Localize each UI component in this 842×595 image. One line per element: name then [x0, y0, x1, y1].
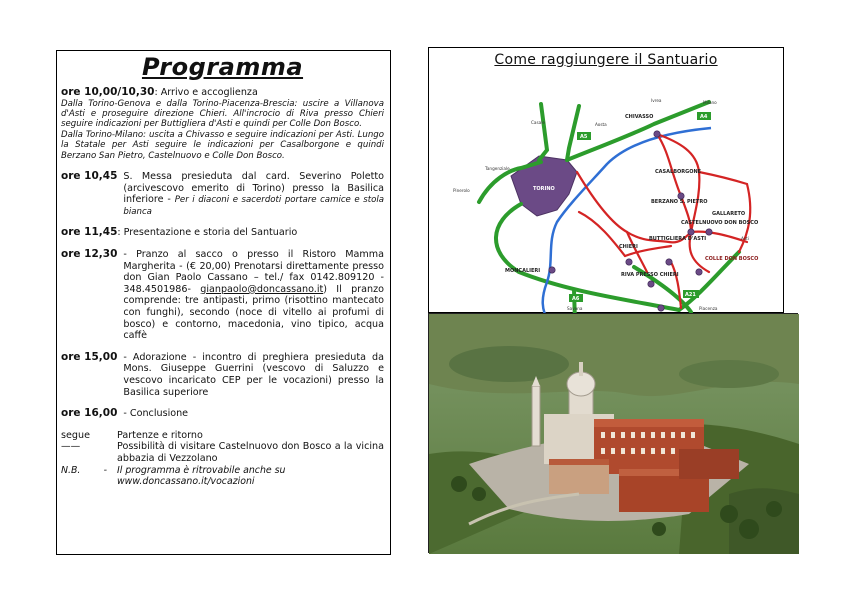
label-moncalieri: MONCALIERI	[505, 268, 541, 274]
label-berzano: BERZANO S. PIETRO	[651, 199, 708, 205]
item-time: ore 11,45	[61, 226, 118, 239]
schedule-item-1045	[61, 171, 384, 217]
segue-block	[61, 430, 384, 488]
label-chivasso: CHIVASSO	[625, 114, 654, 120]
label-buttigliera: BUTTIGLIERA D'ASTI	[649, 236, 707, 242]
label-riva-chieri: RIVA PRESSO CHIERI	[621, 272, 679, 278]
item-text: - Adorazione - incontro di preghiera presieduta da Mons. Giuseppe Guerrini (vescovo di Saluzzo e vescovo incaricato CEP per le vocazioni) presso la Basilica superiore	[123, 351, 384, 398]
segue-dash: ——	[61, 441, 81, 453]
label-ivrea: Ivrea	[651, 98, 662, 103]
label-gallareto: GALLARETO	[712, 211, 746, 217]
arrival-block	[61, 87, 384, 161]
directions-north: Dalla Torino-Milano: uscita a Chivasso e seguire indicazioni per Asti. Lungo la Statale per Asti seguire le indicazioni per Casalborgone e quindi Berzano San Pietro, Castelnuovo e Colle Don Bosco.	[61, 129, 384, 161]
route-map	[429, 72, 785, 312]
road-a6: A6	[572, 296, 580, 302]
nb-text: Il programma è ritrovabile anche su	[117, 464, 286, 476]
item-text-2: ) Il pranzo comprende: tre antipasti, primo (risottino mantecato con funghi), secondo (noce di vitello ai profumi di bosco) e contorno, macedonia, vino tipico, acqua caffè	[123, 283, 384, 342]
label-tangenziale: Tangenziale	[485, 166, 510, 171]
arrival-label: : Arrivo e accoglienza	[154, 87, 258, 98]
email-link[interactable]: gianpaolo@doncassano.it	[200, 283, 324, 295]
label-milano: Milano	[703, 100, 717, 105]
item-time: ore 15,00	[61, 350, 118, 363]
label-casale: Casale	[531, 120, 545, 125]
label-asti: Asti	[741, 236, 749, 241]
map-title: Come raggiungere il Santuario	[494, 52, 718, 68]
nb-label: N.B.	[61, 464, 81, 476]
label-castelnuovo: CASTELNUOVO DON BOSCO	[681, 220, 759, 226]
segue-label: segue	[61, 429, 90, 441]
item-text: - Conclusione	[123, 408, 189, 420]
schedule-item-1145	[61, 227, 384, 239]
label-savona: Savona	[567, 306, 583, 311]
schedule-item-1600	[61, 408, 384, 420]
photo-illustration	[429, 314, 799, 554]
basilica-aerial-photo	[428, 313, 798, 553]
item-text: S. Messa presieduta dal card. Severino Poletto (arcivescovo emerito di Torino) presso la Basilica inferiore -	[123, 171, 384, 206]
directions-south: Dalla Torino-Genova e dalla Torino-Piacenza-Brescia: uscire a Villanova d'Asti e proseguire direzione Chieri. All'incrocio di Riva presso Chieri seguire indicazioni per Buttigliera d'Asti e quindi per Colle Don Bosco.	[61, 98, 384, 130]
arrival-time: ore 10,00/10,30	[61, 86, 155, 98]
label-casalborgone: CASALBORGONE	[655, 169, 702, 175]
label-aosta: Aosta	[595, 122, 607, 127]
item-time: ore 10,45	[61, 170, 118, 183]
label-pinerolo: Pinerolo	[453, 188, 470, 193]
nb-dash: -	[103, 464, 107, 476]
segue-line-1: Partenze e ritorno	[117, 429, 203, 441]
road-a21: A21	[685, 292, 696, 298]
road-a5: A5	[580, 134, 588, 140]
label-colle-don-bosco: COLLE DON BOSCO	[705, 256, 759, 262]
map-panel	[428, 47, 784, 313]
schedule-item-1500	[61, 352, 384, 398]
item-text: : Presentazione e storia del Santuario	[117, 227, 298, 239]
item-time: ore 16,00	[61, 407, 118, 420]
programme-panel	[56, 50, 391, 555]
segue-line-2: Possibilità di visitare Castelnuovo don Bosco a la vicina abbazia di Vezzolano	[117, 441, 384, 464]
label-piacenza: Piacenza	[699, 306, 718, 311]
road-a4: A4	[700, 114, 708, 120]
item-time: ore 12,30	[61, 248, 118, 260]
website-link[interactable]: www.doncassano.it/vocazioni	[117, 476, 255, 488]
label-torino: TORINO	[533, 186, 555, 192]
item-note: Per i diaconi e sacerdoti portare camice e stola bianca	[123, 195, 384, 217]
label-chieri: CHIERI	[619, 244, 638, 250]
programme-title: Programma	[141, 53, 304, 81]
item-text: - Pranzo al sacco o presso il Ristoro Mamma Margherita - (€ 20,00) Prenotarsi direttamente presso don Gian Paolo Cassano – tel./ fax 0142.809120 - 348.4501986-	[123, 249, 384, 295]
schedule-item-1230	[61, 249, 384, 342]
